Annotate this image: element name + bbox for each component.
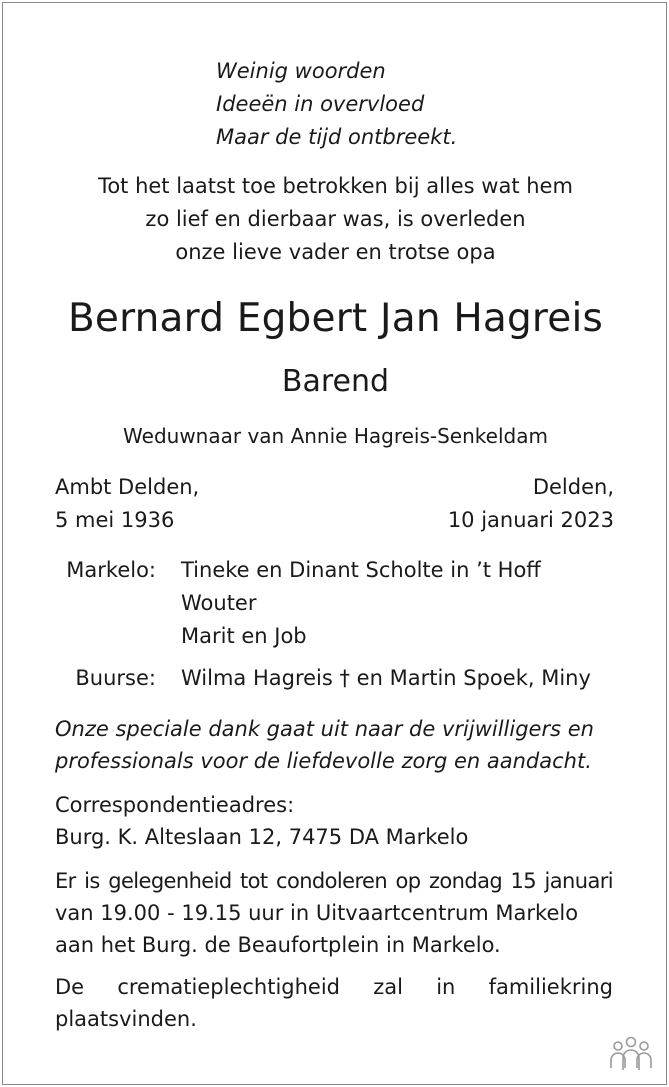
people-group-icon	[608, 1034, 654, 1074]
poem-line-1: Weinig woorden	[216, 59, 386, 83]
family-label-markelo: Markelo:	[66, 558, 156, 582]
death-place: Delden,	[532, 475, 614, 499]
family-line: Wilma Hagreis † en Martin Spoek, Miny	[181, 666, 591, 690]
condolence-line-1: Er is gelegenheid tot condoleren op zondag 15 januari	[55, 869, 613, 893]
family-line: Tineke en Dinant Scholte in ’t Hoff	[181, 558, 541, 582]
poem-line-2: Ideeën in overvloed	[216, 92, 425, 116]
death-date: 10 januari 2023	[447, 508, 614, 532]
intro-line-2: zo lief en dierbaar was, is overleden	[145, 207, 526, 231]
cremation-line-1: De crematieplechtigheid zal in familiekring	[55, 975, 613, 999]
family-line: Wouter	[181, 591, 257, 615]
correspondence-address: Burg. K. Alteslaan 12, 7475 DA Markelo	[55, 825, 469, 849]
correspondence-label: Correspondentieadres:	[55, 793, 295, 817]
birth-place: Ambt Delden,	[55, 475, 200, 499]
intro-line-3: onze lieve vader en trotse opa	[175, 240, 496, 264]
condolence-line-2: van 19.00 - 19.15 uur in Uitvaartcentrum Markelo	[55, 901, 579, 925]
obituary-card	[2, 2, 667, 1085]
thanks-line-1: Onze speciale dank gaat uit naar de vrijwilligers en	[55, 717, 594, 741]
widower-line: Weduwnaar van Annie Hagreis-Senkeldam	[123, 424, 548, 448]
family-line: Marit en Job	[181, 624, 307, 648]
thanks-line-2: professionals voor de liefdevolle zorg en aandacht.	[55, 749, 592, 773]
family-label-buurse: Buurse:	[75, 666, 156, 690]
poem-line-3: Maar de tijd ontbreekt.	[216, 125, 458, 149]
birth-date: 5 mei 1936	[55, 508, 175, 532]
deceased-name: Bernard Egbert Jan Hagreis	[67, 296, 604, 341]
cremation-line-2: plaatsvinden.	[55, 1007, 197, 1031]
condolence-line-3: aan het Burg. de Beaufortplein in Markelo.	[55, 933, 501, 957]
deceased-nickname: Barend	[281, 364, 390, 399]
intro-line-1: Tot het laatst toe betrokken bij alles wat hem	[98, 174, 573, 198]
